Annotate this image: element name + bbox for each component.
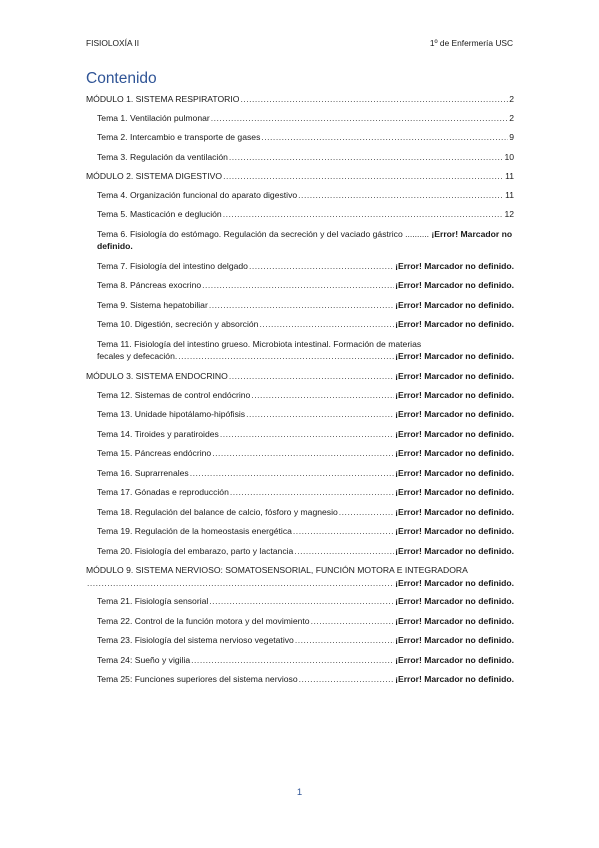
toc-entry-tema-15[interactable] xyxy=(86,447,514,460)
toc-entry-tema-4[interactable] xyxy=(86,189,514,202)
toc-entry-page: ¡Error! Marcador no definido. xyxy=(395,467,514,478)
toc-entry-text: Tema 19. Regulación de la homeostasis energética xyxy=(97,526,292,537)
toc-entry-page: ¡Error! Marcador no definido. xyxy=(395,487,514,498)
toc-entry-page: ¡Error! Marcador no definido. xyxy=(395,635,514,646)
dot-leader xyxy=(311,615,395,628)
toc-entry-tema-1[interactable] xyxy=(86,112,514,125)
toc-entry-tema-3[interactable] xyxy=(86,151,514,164)
toc-entry-page: ¡Error! Marcador no definido. xyxy=(395,654,514,665)
toc-entry-text: Tema 16. Suprarrenales xyxy=(97,467,189,478)
toc-entry-text: MÓDULO 3. SISTEMA ENDOCRINO xyxy=(86,370,228,381)
dot-leader xyxy=(298,189,504,202)
toc-entry-page: ¡Error! Marcador no definido. xyxy=(395,299,514,310)
dot-leader xyxy=(209,299,394,312)
toc-entry-tema-16[interactable] xyxy=(86,467,514,480)
toc-entry-tema-8[interactable] xyxy=(86,279,514,292)
toc-entry-text: Tema 15. Páncreas endócrino xyxy=(97,448,212,459)
toc-entry-text: MÓDULO 2. SISTEMA DIGESTIVO xyxy=(86,171,223,182)
dot-leader xyxy=(212,447,394,460)
toc-entry-page: 12 xyxy=(504,209,514,220)
header-course: FISIOLOXÍA II xyxy=(86,38,140,48)
toc-entry-tema-22[interactable] xyxy=(86,615,514,628)
toc-title: Contenido xyxy=(86,70,157,87)
dot-leader xyxy=(299,673,394,686)
header-program: 1º de Enfermería USC xyxy=(429,38,513,48)
toc-entry-tema-13[interactable] xyxy=(86,408,514,421)
dot-leader xyxy=(229,370,394,383)
toc-entry-text: MÓDULO 1. SISTEMA RESPIRATORIO xyxy=(86,94,240,104)
dot-leader xyxy=(230,486,394,499)
toc-entry-tema-6[interactable]: Tema 6. Fisiología do estómago. Regulación da secreción y del vaciado gástrico .......... ¡Error! Marcador no definido. xyxy=(97,228,513,252)
toc-entry-text: Tema 23. Fisiología del sistema nervioso vegetativo xyxy=(97,635,294,646)
dot-leader xyxy=(251,389,394,402)
toc-entry-text: Tema 14. Tiroides y paratiroides xyxy=(97,428,219,439)
toc-entry-text: Tema 24: Sueño y vigilia xyxy=(97,654,191,665)
table-of-contents xyxy=(86,93,514,693)
dot-leader xyxy=(202,279,394,292)
toc-entry-page: ¡Error! Marcador no definido. xyxy=(395,389,514,400)
toc-entry-tema-20[interactable] xyxy=(86,545,514,558)
toc-entry-modulo-3[interactable] xyxy=(86,370,514,383)
toc-entry-page: ¡Error! Marcador no definido. xyxy=(395,448,514,459)
toc-entry-tema-7[interactable] xyxy=(86,260,514,273)
dot-leader xyxy=(191,654,394,667)
toc-entry-text: Tema 5. Masticación e deglución xyxy=(97,209,222,220)
toc-entry-tema-17[interactable] xyxy=(86,486,514,499)
dot-leader xyxy=(293,525,394,538)
dot-leader xyxy=(249,260,394,273)
toc-entry-tema-19[interactable] xyxy=(86,525,514,538)
toc-entry-page: ¡Error! Marcador no definido. xyxy=(395,428,514,439)
toc-entry-page: ¡Error! Marcador no definido. xyxy=(395,260,514,271)
dot-leader xyxy=(261,131,508,144)
toc-entry-page: ¡Error! Marcador no definido. xyxy=(395,319,514,330)
dot-leader xyxy=(294,545,394,558)
dot-leader xyxy=(209,595,394,608)
toc-entry-text: Tema 17. Gónadas e reproducción xyxy=(97,487,229,498)
dot-leader xyxy=(229,151,504,164)
toc-entry-tema-24[interactable] xyxy=(86,654,514,667)
dot-leader xyxy=(339,506,394,519)
toc-entry-modulo-9[interactable] xyxy=(86,564,514,589)
toc-entry-text: Tema 18. Regulación del balance de calcio, fósforo y magnesio xyxy=(97,506,338,517)
toc-entry-text: Tema 13. Unidade hipotálamo-hipófisis xyxy=(97,409,246,420)
toc-entry-text-continued: fecales y defecación. xyxy=(97,351,178,362)
toc-entry-text: Tema 2. Intercambio e transporte de gases xyxy=(97,132,261,143)
toc-entry-text: Tema 3. Regulación da ventilación xyxy=(97,151,228,162)
toc-entry-text: Tema 4. Organización funcional do aparato digestivo xyxy=(97,189,298,200)
toc-entry-page: 11 xyxy=(505,189,514,200)
toc-entry-text: Tema 25: Funciones superiores del sistema nervioso xyxy=(97,674,298,685)
dot-leader xyxy=(178,350,394,363)
dot-leader xyxy=(211,112,508,125)
toc-entry-tema-23[interactable] xyxy=(86,634,514,647)
toc-entry-page: ¡Error! Marcador no definido. xyxy=(395,370,514,381)
dot-leader xyxy=(223,170,504,183)
toc-entry-page: ¡Error! Marcador no definido. xyxy=(395,596,514,607)
toc-entry-modulo-1[interactable] xyxy=(86,93,514,106)
dot-leader xyxy=(259,318,394,331)
toc-entry-text: Tema 12. Sistemas de control endócrino xyxy=(97,389,251,400)
dot-leader xyxy=(190,467,394,480)
toc-entry-text: MÓDULO 9. SISTEMA NERVIOSO: SOMATOSENSORIAL, FUNCIÓN MOTORA E INTEGRADORA xyxy=(86,565,468,576)
toc-entry-text: Tema 7. Fisiología del intestino delgado xyxy=(97,260,248,271)
dot-leader xyxy=(240,93,508,106)
toc-entry-tema-2[interactable] xyxy=(86,131,514,144)
toc-entry-text: Tema 10. Digestión, secreción y absorción xyxy=(97,319,259,330)
toc-entry-text: Tema 22. Control de la función motora y del movimiento xyxy=(97,615,310,626)
toc-entry-page: 10 xyxy=(504,151,514,162)
toc-entry-page: ¡Error! Marcador no definido. xyxy=(395,280,514,291)
toc-entry-page: ¡Error! Marcador no definido. xyxy=(395,577,514,588)
toc-entry-text: Tema 20. Fisiología del embarazo, parto y lactancia xyxy=(97,545,294,556)
toc-entry-tema-12[interactable] xyxy=(86,389,514,402)
toc-entry-page: ¡Error! Marcador no definido. xyxy=(395,526,514,537)
toc-entry-text: Tema 11. Fisiología del intestino grueso. Microbiota intestinal. Formación de materias xyxy=(97,338,422,349)
dot-leader xyxy=(87,577,394,590)
toc-entry-page: ¡Error! Marcador no definido. xyxy=(395,409,514,420)
dot-leader xyxy=(223,208,504,221)
toc-entry-page: 11 xyxy=(505,171,514,182)
toc-entry-tema-5[interactable] xyxy=(86,208,514,221)
toc-entry-modulo-2[interactable] xyxy=(86,170,514,183)
dot-leader xyxy=(246,408,394,421)
toc-entry-page: ¡Error! Marcador no definido. xyxy=(97,228,513,252)
toc-entry-page: ¡Error! Marcador no definido. xyxy=(395,674,514,685)
toc-entry-page: 9 xyxy=(509,132,514,143)
toc-entry-text: Tema 9. Sistema hepatobiliar xyxy=(97,299,208,310)
toc-entry-text: Tema 6. Fisiología do estómago. Regulación da secreción y del vaciado gástrico xyxy=(97,228,403,239)
toc-entry-page: 2 xyxy=(509,94,514,104)
toc-entry-text: Tema 8. Páncreas exocrino xyxy=(97,280,202,291)
toc-entry-tema-25[interactable] xyxy=(86,673,514,686)
dot-leader xyxy=(220,428,394,441)
dot-leader xyxy=(295,634,394,647)
toc-entry-tema-9[interactable] xyxy=(86,299,514,312)
toc-entry-page: ¡Error! Marcador no definido. xyxy=(395,545,514,556)
toc-entry-tema-14[interactable] xyxy=(86,428,514,441)
toc-entry-page: ¡Error! Marcador no definido. xyxy=(395,351,514,362)
page-number: 1 xyxy=(296,787,303,798)
toc-entry-tema-21[interactable] xyxy=(86,595,514,608)
toc-entry-tema-18[interactable] xyxy=(86,506,514,519)
toc-entry-text: Tema 1. Ventilación pulmonar xyxy=(97,112,210,123)
toc-entry-page: ¡Error! Marcador no definido. xyxy=(395,615,514,626)
toc-entry-tema-10[interactable] xyxy=(86,318,514,331)
toc-entry-tema-11[interactable] xyxy=(86,338,514,363)
toc-entry-page: ¡Error! Marcador no definido. xyxy=(395,506,514,517)
toc-entry-page: 2 xyxy=(509,112,514,123)
toc-entry-text: Tema 21. Fisiología sensorial xyxy=(97,596,209,607)
